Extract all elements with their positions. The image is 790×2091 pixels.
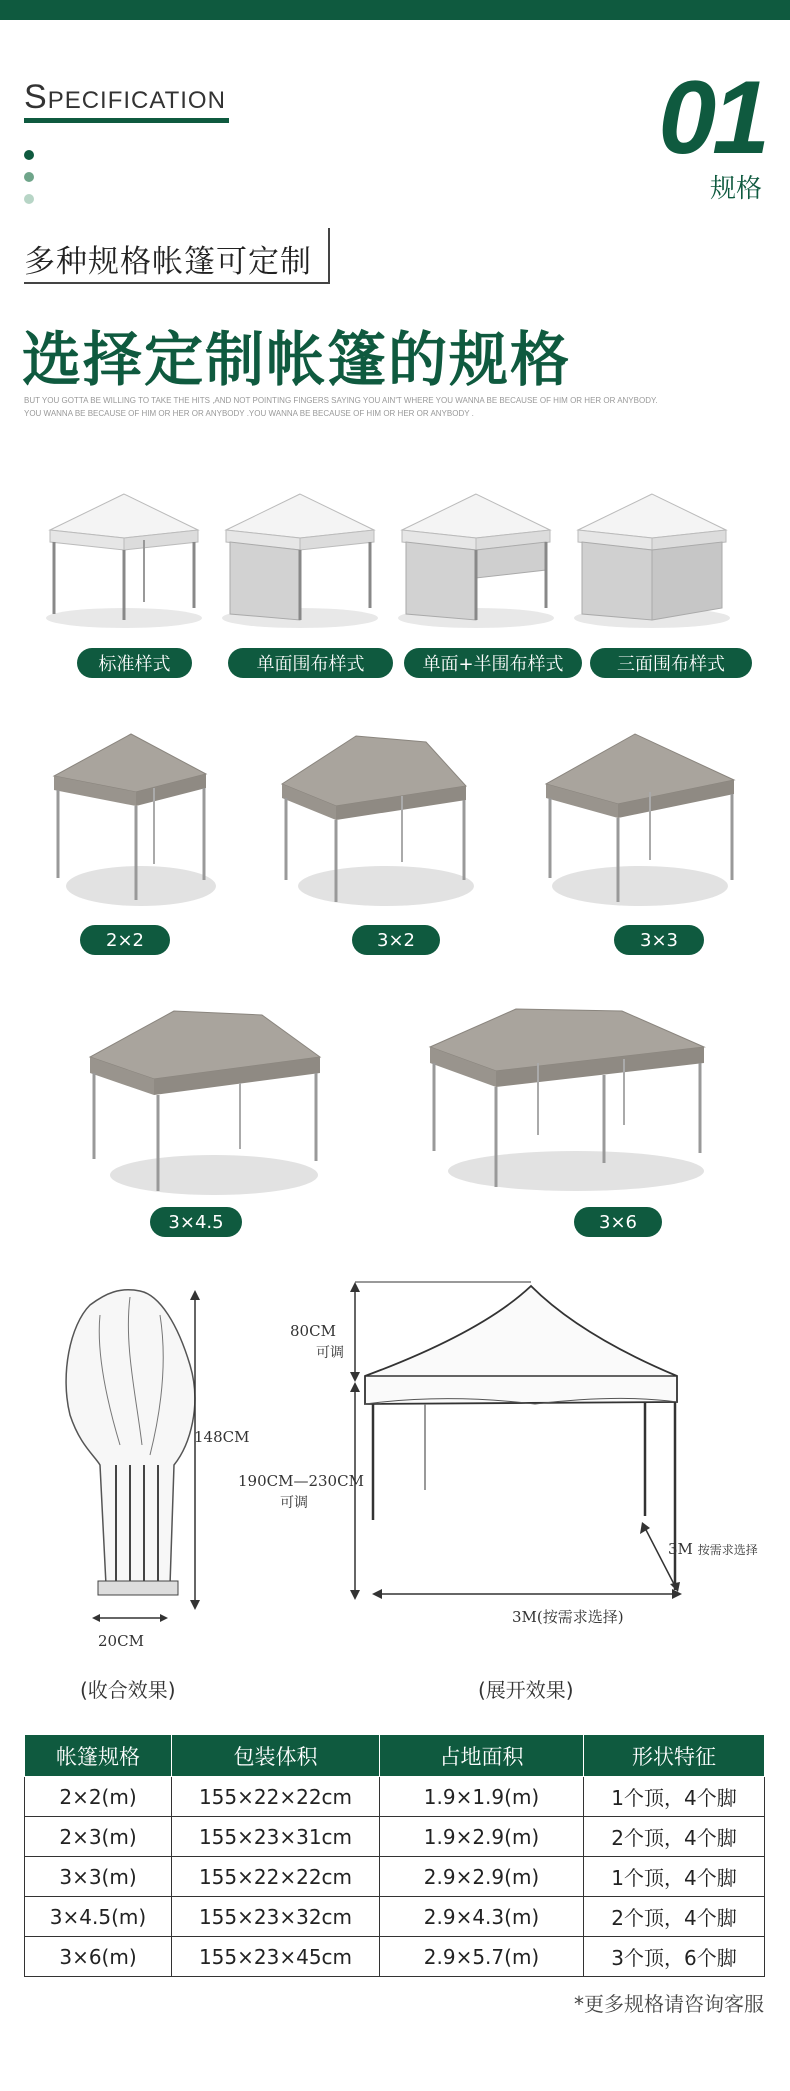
tent-3x3-image	[540, 730, 740, 910]
header-floor-area: 占地面积	[380, 1735, 584, 1777]
tent-3x4.5-image	[84, 1005, 324, 1200]
table-header-row	[25, 1735, 765, 1777]
cell-shape: 2个顶，4个脚	[584, 1897, 765, 1937]
style-label-half-wall: 单面+半围布样式	[404, 648, 582, 678]
cell-size: 3×3(m)	[25, 1857, 172, 1897]
roof-height-arrow	[348, 1282, 362, 1382]
tent-2x2-image	[46, 730, 216, 910]
cell-area: 2.9×2.9(m)	[380, 1857, 584, 1897]
width-arrow	[372, 1588, 682, 1600]
cell-shape: 1个顶，4个脚	[584, 1857, 765, 1897]
roof-height-label: 80CM	[290, 1322, 336, 1340]
tent-three-wall-image	[572, 490, 732, 630]
cell-volume: 155×22×22cm	[172, 1857, 380, 1897]
cell-shape: 1个顶，4个脚	[584, 1777, 765, 1817]
cell-volume: 155×23×31cm	[172, 1817, 380, 1857]
cell-area: 1.9×2.9(m)	[380, 1817, 584, 1857]
style-label-standard: 标准样式	[77, 648, 192, 678]
folded-width-arrow	[92, 1612, 168, 1624]
open-caption: (展开效果)	[478, 1678, 574, 1702]
decor-dot-1	[24, 150, 34, 160]
tent-half-wall-image	[396, 490, 556, 630]
leg-height-arrow	[348, 1382, 362, 1600]
header-tent-size: 帐篷规格	[25, 1735, 172, 1777]
size-label-3x3: 3×3	[614, 925, 704, 955]
cell-shape: 3个顶，6个脚	[584, 1937, 765, 1977]
leg-height-label: 190CM—230CM	[238, 1472, 364, 1490]
decor-dot-3	[24, 194, 34, 204]
depth-label: 3M 按需求选择	[668, 1540, 758, 1558]
cell-volume: 155×22×22cm	[172, 1777, 380, 1817]
tent-standard-image	[44, 490, 204, 630]
size-label-2x2: 2×2	[80, 925, 170, 955]
size-label-3x2: 3×2	[352, 925, 440, 955]
table-row	[25, 1857, 765, 1897]
spec-table	[24, 1734, 765, 1977]
table-row	[25, 1937, 765, 1977]
style-label-three-wall: 三面围布样式	[590, 648, 752, 678]
cell-size: 3×4.5(m)	[25, 1897, 172, 1937]
folded-width-label: 20CM	[98, 1632, 144, 1650]
tent-3x2-image	[276, 730, 476, 910]
header-package-volume: 包装体积	[172, 1735, 380, 1777]
cell-area: 2.9×4.3(m)	[380, 1897, 584, 1937]
subtitle: 多种规格帐篷可定制	[24, 244, 312, 280]
header-shape: 形状特征	[584, 1735, 765, 1777]
tent-3x6-image	[426, 1003, 708, 1198]
folded-height-label: 148CM	[194, 1428, 250, 1446]
specification-heading: SPECIFICATION	[24, 78, 226, 116]
table-row	[25, 1817, 765, 1857]
width-label: 3M(按需求选择)	[512, 1608, 624, 1626]
top-bar	[0, 0, 790, 20]
roof-adjustable-note: 可调	[316, 1345, 344, 1361]
tent-single-wall-image	[220, 490, 380, 630]
size-label-3x6: 3×6	[574, 1207, 662, 1237]
subtitle-underline	[24, 282, 330, 284]
fine-print-line-1: BUT YOU GOTTA BE WILLING TO TAKE THE HITS ,AND NOT POINTING FINGERS SAYING YOU AIN'T WHERE YOU WANNA BE BECAUSE OF HIM OR HER OR ANYBODY.	[24, 396, 658, 405]
leg-adjustable-note: 可调	[280, 1495, 308, 1511]
size-label-3x4.5: 3×4.5	[150, 1207, 242, 1237]
section-number: 01	[658, 60, 766, 176]
folded-caption: (收合效果)	[80, 1678, 176, 1702]
cell-size: 2×2(m)	[25, 1777, 172, 1817]
cell-size: 2×3(m)	[25, 1817, 172, 1857]
fine-print-line-2: YOU WANNA BE BECAUSE OF HIM OR HER OR ANYBODY .YOU WANNA BE BECAUSE OF HIM OR HER OR ANYBODY .	[24, 409, 474, 418]
decor-dot-2	[24, 172, 34, 182]
folded-height-arrow	[180, 1290, 210, 1610]
more-sizes-note: *更多规格请咨询客服	[574, 1992, 764, 2016]
style-label-single-wall: 单面围布样式	[228, 648, 393, 678]
subtitle-bracket	[328, 228, 330, 284]
main-title: 选择定制帐篷的规格	[22, 325, 572, 394]
cell-volume: 155×23×32cm	[172, 1897, 380, 1937]
heading-underline	[24, 118, 229, 123]
cell-volume: 155×23×45cm	[172, 1937, 380, 1977]
cell-size: 3×6(m)	[25, 1937, 172, 1977]
section-label: 规格	[709, 174, 762, 204]
table-row	[25, 1897, 765, 1937]
cell-area: 2.9×5.7(m)	[380, 1937, 584, 1977]
cell-shape: 2个顶，4个脚	[584, 1817, 765, 1857]
table-row	[25, 1777, 765, 1817]
cell-area: 1.9×1.9(m)	[380, 1777, 584, 1817]
